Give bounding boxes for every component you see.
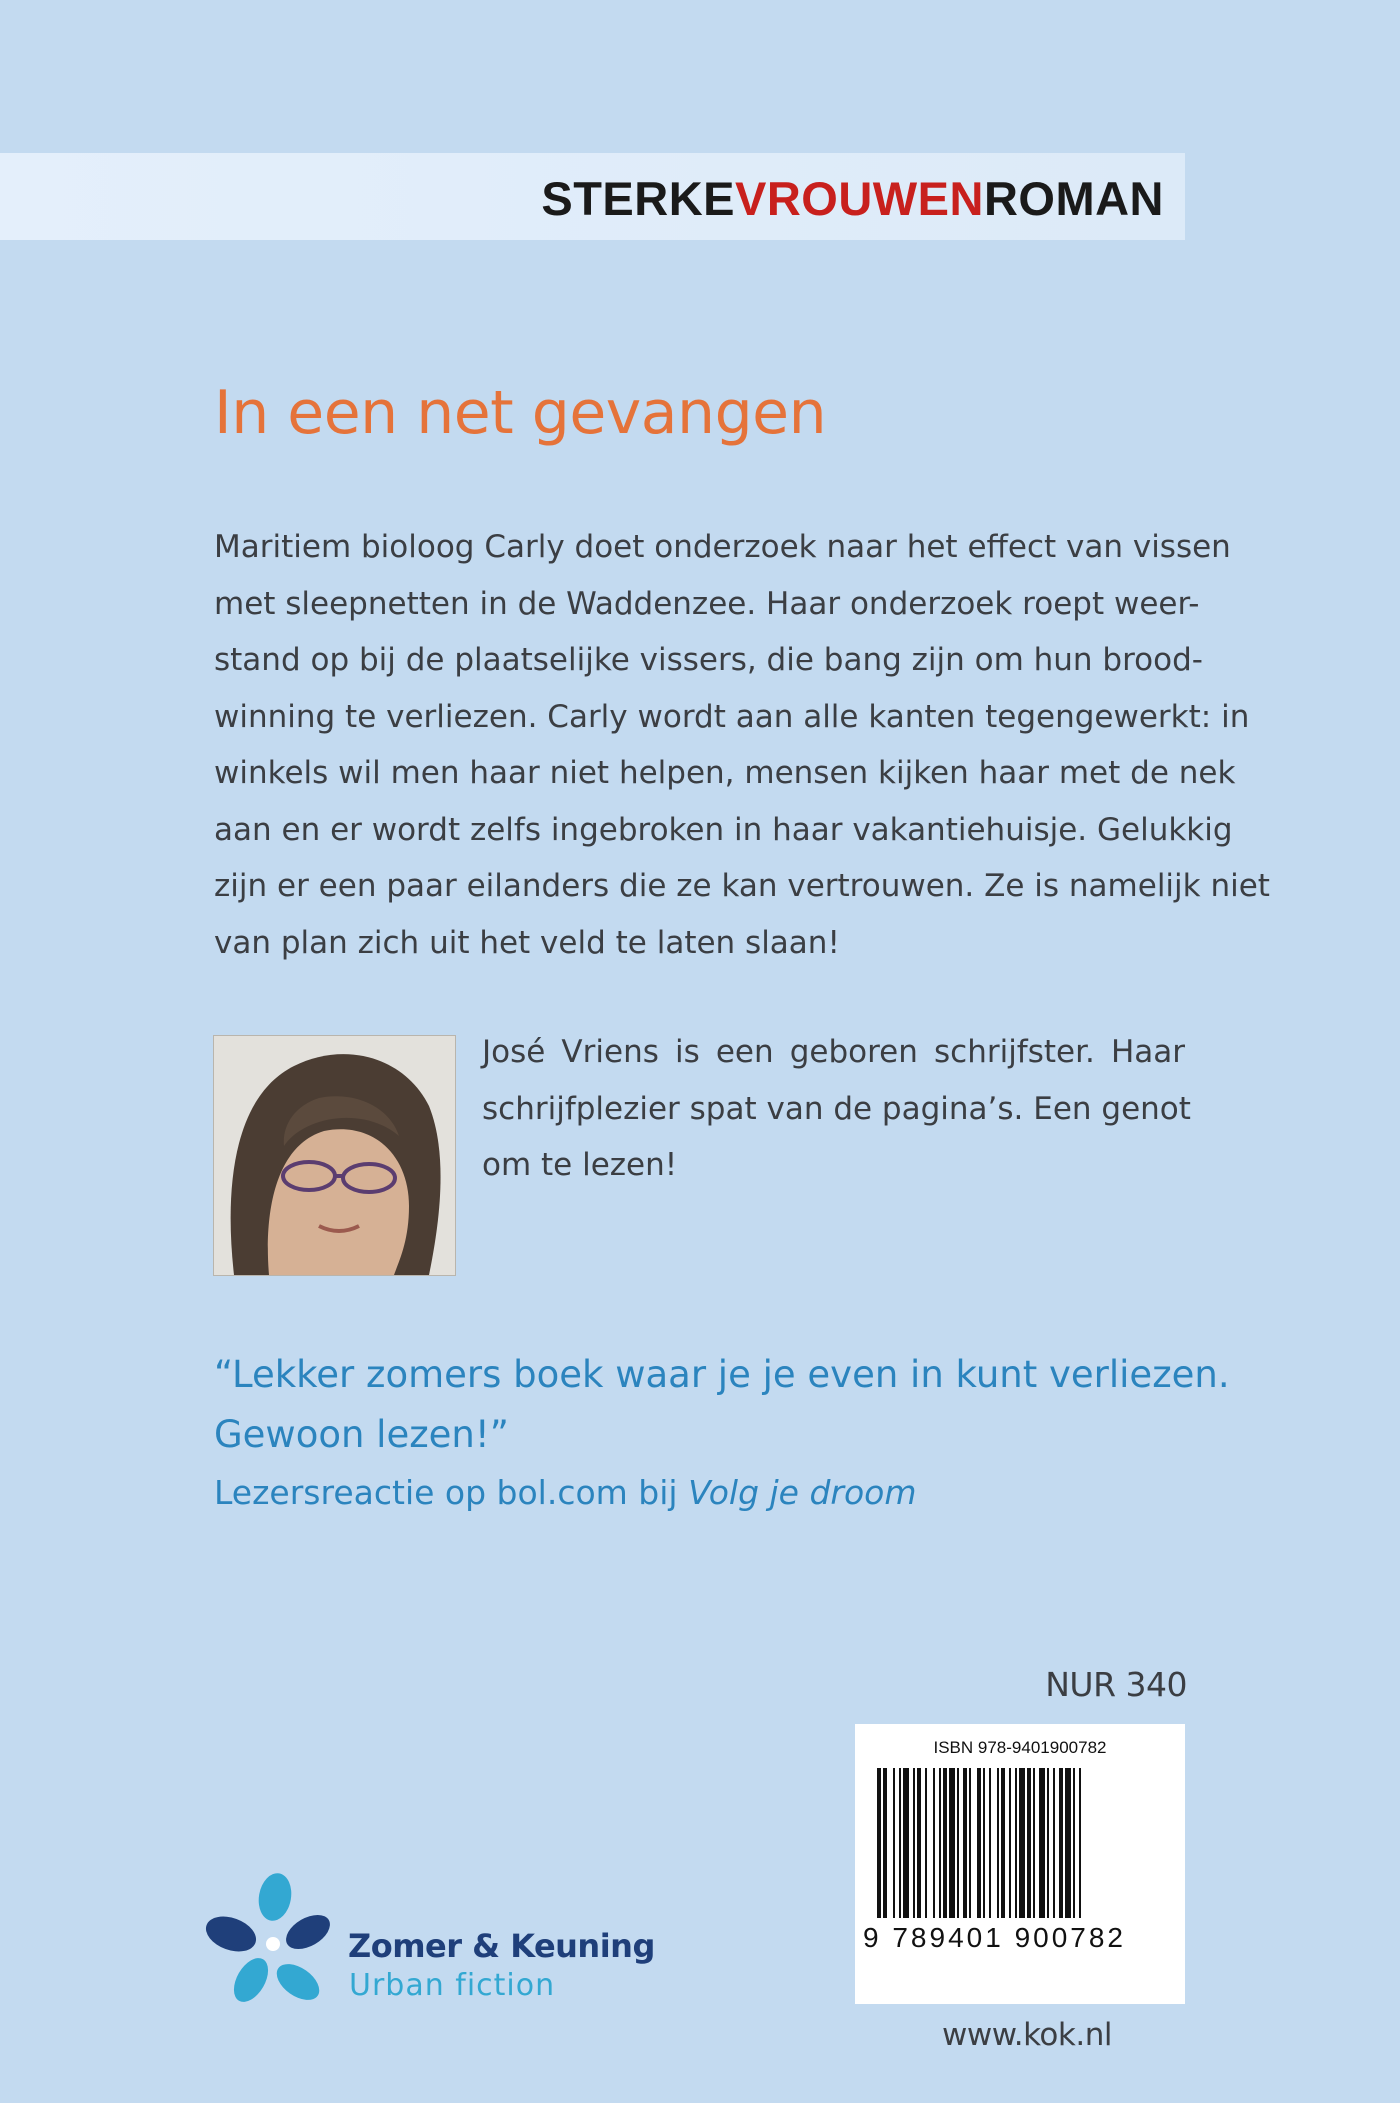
author-photo [213, 1035, 456, 1276]
quote-source-prefix: Lezersreactie op bol.com bij [214, 1473, 689, 1512]
barcode-bar [963, 1768, 967, 1918]
barcode-bar [969, 1768, 971, 1918]
series-name-part1: STERKE [541, 172, 735, 225]
barcode-bar [1079, 1768, 1081, 1918]
barcode-bar [877, 1768, 881, 1918]
barcode-bar [883, 1768, 887, 1918]
author-bio-line: om te lezen! [482, 1147, 678, 1183]
barcode-bar [1053, 1768, 1055, 1918]
isbn-label: ISBN 978-9401900782 [933, 1738, 1107, 1757]
barcode-bar [983, 1768, 985, 1918]
blurb-line: met sleepnetten in de Waddenzee. Haar onderzoek roept weer- [214, 585, 1200, 622]
blurb-line: van plan zich uit het veld te laten slaan! [214, 924, 840, 961]
barcode-bar [957, 1768, 959, 1918]
barcode-bar [1019, 1768, 1025, 1918]
barcode-bar [977, 1768, 981, 1918]
book-title: In een net gevangen [214, 378, 827, 448]
blurb-line: winning te verliezen. Carly wordt aan alle kanten tegengewerkt: in [214, 698, 1250, 735]
book-blurb [214, 519, 1270, 971]
publisher-imprint: Urban fiction [349, 1968, 556, 2003]
reader-quote [214, 1345, 1230, 1465]
barcode-bar [1009, 1768, 1011, 1918]
barcode-bar [989, 1768, 991, 1918]
blurb-line: aan en er wordt zelfs ingebroken in haar vakantiehuisje. Gelukkig [214, 811, 1233, 848]
blurb-line: zijn er een paar eilanders die ze kan vertrouwen. Ze is namelijk niet [214, 868, 1270, 904]
blurb-line: stand op bij de plaatselijke vissers, die bang zijn om hun brood- [214, 642, 1203, 678]
barcode-bar [1015, 1768, 1017, 1918]
barcode-bar [1039, 1768, 1045, 1918]
blurb-line: Maritiem bioloog Carly doet onderzoek naar het effect van vissen [214, 529, 1231, 565]
barcode-bar [1073, 1768, 1075, 1918]
series-name-part3: ROMAN [983, 172, 1164, 225]
barcode-bars [865, 1768, 1175, 1918]
barcode-bar [1065, 1768, 1071, 1918]
barcode-bar [1033, 1768, 1035, 1918]
barcode-bar [1027, 1768, 1031, 1918]
barcode-bar [939, 1768, 941, 1918]
barcode-bar [903, 1768, 909, 1918]
barcode-bar [1059, 1768, 1063, 1918]
barcode-bar [913, 1768, 915, 1918]
author-bio [482, 1024, 1191, 1194]
barcode-bar [933, 1768, 935, 1918]
barcode-bar [1001, 1768, 1005, 1918]
nur-code: NUR 340 [1045, 1665, 1187, 1704]
reader-quote-line: Gewoon lezen!” [214, 1413, 509, 1456]
barcode-bar [893, 1768, 895, 1918]
author-bio-line: José Vriens is een geboren schrijfster. Haar [482, 1034, 1185, 1070]
quote-source-title: Volg je droom [688, 1473, 917, 1512]
blurb-line: winkels wil men haar niet helpen, mensen kijken haar met de nek [214, 755, 1236, 791]
barcode-bar [917, 1768, 921, 1918]
isbn-barcode [855, 1724, 1185, 2004]
barcode-bar [1047, 1768, 1049, 1918]
publisher-name: Zomer & Keuning [348, 1927, 655, 1965]
barcode-bar [899, 1768, 901, 1918]
author-portrait-image [214, 1036, 455, 1275]
isbn-digits: 9 789401 900782 [863, 1922, 1126, 1953]
barcode-bar [949, 1768, 955, 1918]
barcode-bar [997, 1768, 999, 1918]
series-name-part2: VROUWEN [735, 172, 984, 225]
reader-quote-line: “Lekker zomers boek waar je je even in kunt verliezen. [214, 1353, 1230, 1396]
quote-source [214, 1473, 917, 1512]
barcode-bar [925, 1768, 927, 1918]
publisher-url[interactable]: www.kok.nl [942, 2017, 1112, 2053]
barcode-bar [943, 1768, 947, 1918]
series-banner [0, 153, 1185, 240]
author-bio-line: schrijfplezier spat van de pagina’s. Een genot [482, 1090, 1191, 1127]
publisher-flower-logo-icon [203, 1872, 343, 2012]
series-name [541, 171, 1164, 226]
